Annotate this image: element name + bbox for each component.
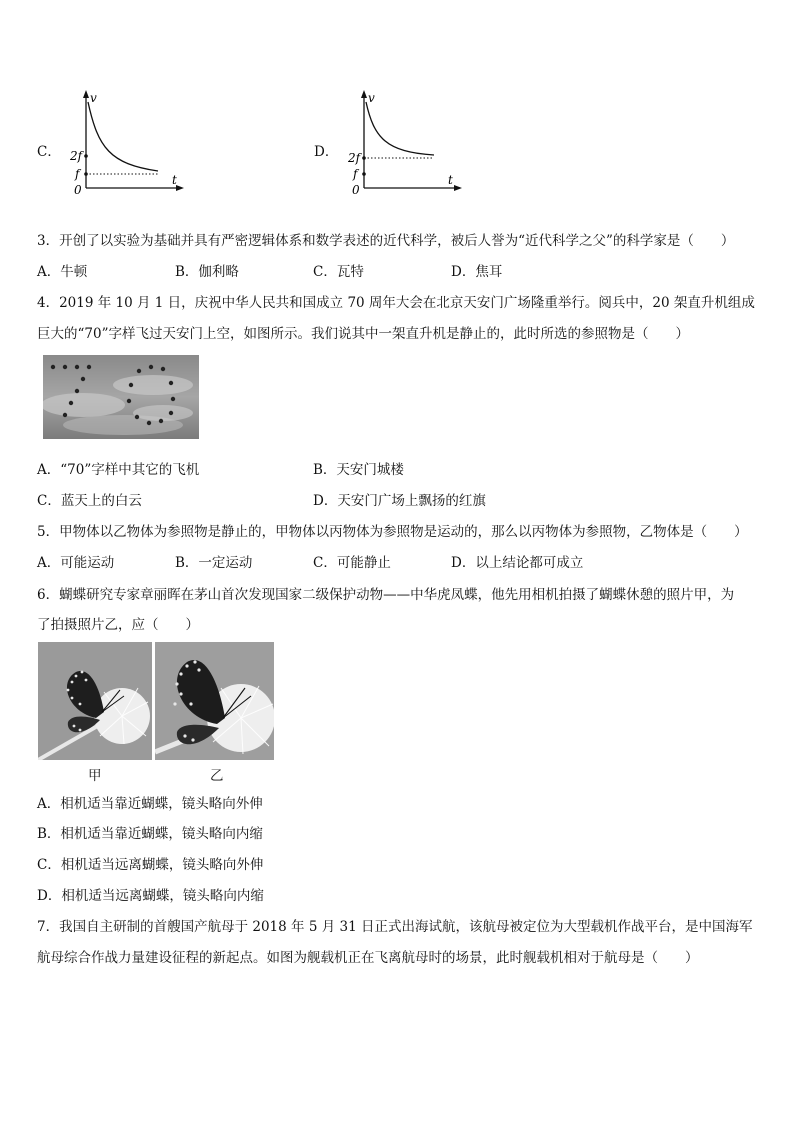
y-axis-label: v bbox=[90, 91, 97, 105]
x-axis-arrow bbox=[454, 185, 462, 191]
y-axis-arrow bbox=[361, 90, 367, 98]
tick-2f-dot bbox=[84, 154, 88, 158]
q4-option-a: A．“70”字样中其它的飞机 bbox=[37, 462, 200, 478]
graph-c-label: C． bbox=[37, 144, 61, 160]
q6-stem-line1: 6．蝴蝶研究专家章丽晖在茅山首次发现国家二级保护动物——中华虎凤蝶，他先用相机拍摄了蝴蝶休憩的照片甲，为 bbox=[37, 587, 735, 603]
x-axis-label: t bbox=[172, 173, 177, 187]
butterfly-photo-yi bbox=[155, 642, 274, 760]
q5-option-c: C．可能静止 bbox=[313, 555, 391, 571]
q4-option-b: B．天安门城楼 bbox=[313, 462, 404, 478]
q3-option-d: D．焦耳 bbox=[451, 264, 503, 280]
photo-label-jia: 甲 bbox=[88, 768, 102, 784]
q5-stem: 5．甲物体以乙物体为参照物是静止的，甲物体以丙物体为参照物是运动的，那么以丙物体为参照物，乙物体是（ ） bbox=[37, 524, 748, 540]
butterfly-photo-jia bbox=[38, 642, 152, 760]
y-axis-arrow bbox=[83, 90, 89, 98]
origin-label: 0 bbox=[352, 183, 360, 194]
graph-d bbox=[346, 88, 466, 194]
q6-option-b: B．相机适当靠近蝴蝶，镜头略向内缩 bbox=[37, 826, 263, 842]
x-axis-label: t bbox=[448, 173, 453, 187]
q6-option-d: D．相机适当远离蝴蝶，镜头略向内缩 bbox=[37, 888, 264, 904]
q6-stem-line2: 了拍摄照片乙，应（ ） bbox=[37, 617, 199, 633]
tick-2f-label: 2f bbox=[348, 151, 361, 165]
tick-f-label: f bbox=[75, 167, 80, 181]
photo-label-yi: 乙 bbox=[210, 768, 224, 784]
tick-f-label: f bbox=[353, 167, 358, 181]
origin-label: 0 bbox=[74, 183, 82, 194]
q5-option-a: A．可能运动 bbox=[37, 555, 115, 571]
tick-2f-label: 2f bbox=[70, 149, 83, 163]
helicopter-formation-photo bbox=[43, 355, 199, 439]
graph-d-label: D． bbox=[314, 144, 339, 160]
q3-stem: 3．开创了以实验为基础并具有严密逻辑体系和数学表述的近代科学，被后人誉为“近代科学之父”的科学家是（ ） bbox=[37, 233, 735, 249]
q4-option-d: D．天安门广场上飘扬的红旗 bbox=[313, 493, 486, 509]
q3-option-c: C．瓦特 bbox=[313, 264, 364, 280]
tick-f-dot bbox=[362, 172, 366, 176]
velocity-curve bbox=[88, 102, 158, 171]
x-axis-arrow bbox=[176, 185, 184, 191]
y-axis-label: v bbox=[368, 91, 375, 105]
q3-option-a: A．牛顿 bbox=[37, 264, 88, 280]
q4-option-c: C．蓝天上的白云 bbox=[37, 493, 142, 509]
q6-option-a: A．相机适当靠近蝴蝶，镜头略向外伸 bbox=[37, 796, 263, 812]
q7-stem-line1: 7．我国自主研制的首艘国产航母于 2018 年 5 月 31 日正式出海试航，该航母被定位为大型载机作战平台，是中国海军 bbox=[37, 919, 753, 935]
q4-stem-line1: 4．2019 年 10 月 1 日，庆祝中华人民共和国成立 70 周年大会在北京天安门广场隆重举行。阅兵中，20 架直升机组成 bbox=[37, 295, 755, 311]
q7-stem-line2: 航母综合作战力量建设征程的新起点。如图为舰载机正在飞离航母时的场景，此时舰载机相对于航母是（ ） bbox=[37, 950, 699, 966]
q4-stem-line2: 巨大的“70”字样飞过天安门上空，如图所示。我们说其中一架直升机是静止的，此时所选的参照物是（ ） bbox=[37, 326, 689, 342]
q3-option-b: B．伽利略 bbox=[175, 264, 239, 280]
velocity-curve bbox=[366, 102, 434, 155]
q5-option-b: B．一定运动 bbox=[175, 555, 253, 571]
q6-option-c: C．相机适当远离蝴蝶，镜头略向外伸 bbox=[37, 857, 264, 873]
graph-c bbox=[68, 88, 188, 194]
q5-option-d: D．以上结论都可成立 bbox=[451, 555, 584, 571]
